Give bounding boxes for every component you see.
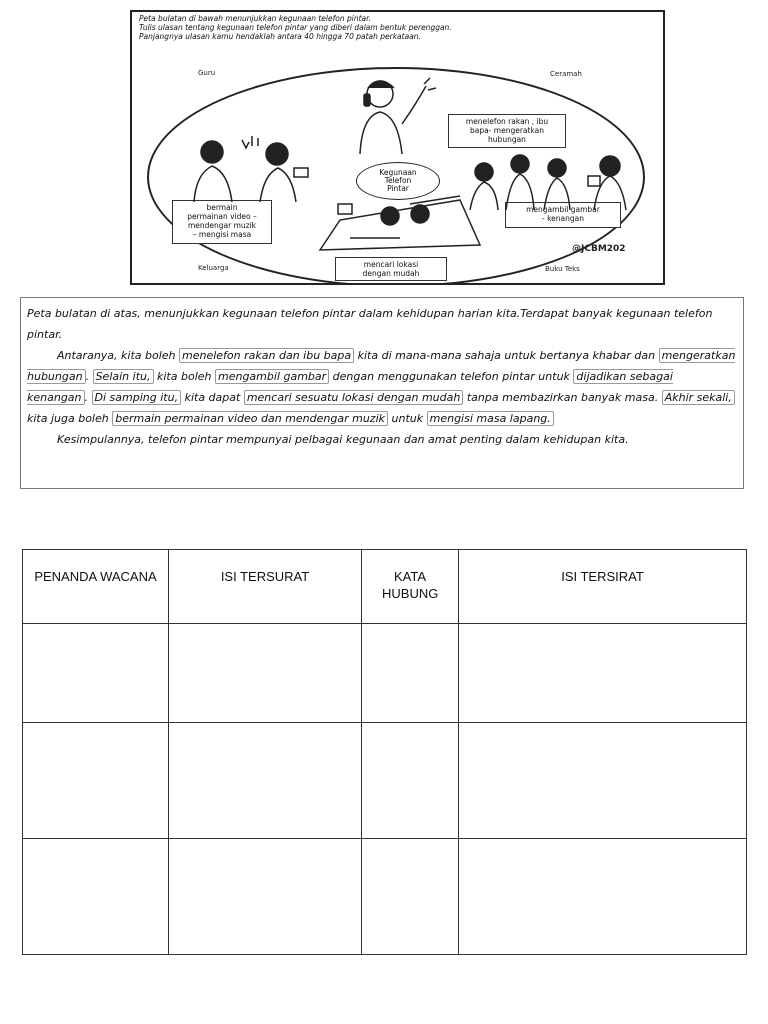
- highlight-box: Selain itu,: [93, 369, 154, 384]
- bubble-text: mencari lokasi: [363, 260, 419, 269]
- corner-label-guru: Guru: [198, 69, 216, 77]
- highlight-box: dijadikan sebagai kenangan: [27, 370, 673, 404]
- table-cell[interactable]: [362, 624, 459, 723]
- bubble-text: dengan mudah: [362, 269, 420, 278]
- highlight-box: mengambil gambar: [215, 369, 329, 384]
- bubble-text: – mengisi masa: [192, 230, 252, 239]
- highlight-box: mengeratkan hubungan: [27, 349, 736, 383]
- highlight-box: bermain permainan video dan mendengar muzik: [112, 411, 388, 426]
- table-cell[interactable]: [23, 839, 169, 955]
- bubble-game: [172, 200, 272, 244]
- passage-text: dengan menggunakan telefon pintar untuk: [332, 370, 570, 383]
- passage-text: .: [84, 391, 89, 404]
- bubble-text: mengambil gambar: [526, 205, 600, 214]
- center-text: Telefon: [384, 176, 412, 185]
- table-cell[interactable]: [459, 723, 747, 839]
- passage-conclusion: [27, 429, 737, 450]
- header-penanda-wacana: PENANDA WACANA: [23, 550, 169, 624]
- passage-text: .: [85, 370, 90, 383]
- corner-label-keluarga: Keluarga: [198, 264, 229, 272]
- man-on-phone-illustration: [342, 72, 452, 157]
- passage-intro: Peta bulatan di atas, menunjukkan kegunaan telefon pintar dalam kehidupan harian kita.Terdapat banyak kegunaan telefon pintar.: [27, 307, 713, 341]
- header-isi-tersurat: ISI TERSURAT: [169, 550, 362, 624]
- bubble-text: bermain: [206, 203, 238, 212]
- bubble-text: mendengar muzik: [187, 221, 257, 230]
- bubble-text: menelefon rakan , ibu: [465, 117, 549, 126]
- passage-box: [20, 297, 744, 489]
- bubble-text: bapa- mengeratkan: [469, 126, 545, 135]
- table-row: [23, 723, 747, 839]
- table-header-row: [23, 550, 747, 624]
- passage-body: [27, 345, 737, 429]
- bubble-text: hubungan: [488, 135, 526, 144]
- passage-text: kita dapat: [184, 391, 241, 404]
- table-row: [23, 624, 747, 723]
- children-with-phones-illustration: [182, 130, 322, 205]
- table-cell[interactable]: [169, 839, 362, 955]
- instruction-line: Peta bulatan di bawah menunjukkan kegunaan telefon pintar.: [139, 14, 371, 23]
- passage-text: kita juga boleh: [27, 412, 109, 425]
- passage-text: kita di mana-mana sahaja untuk bertanya khabar dan: [357, 349, 656, 362]
- corner-label-buku-teks: Buku Teks: [545, 265, 580, 273]
- highlight-box: menelefon rakan dan ibu bapa: [179, 348, 354, 363]
- table-cell[interactable]: [459, 839, 747, 955]
- table-cell[interactable]: [169, 723, 362, 839]
- passage-text: untuk: [391, 412, 424, 425]
- table-cell[interactable]: [23, 624, 169, 723]
- table-cell[interactable]: [23, 723, 169, 839]
- instruction-line: Tulis ulasan tentang kegunaan telefon pintar yang diberi dalam bentuk perenggan.: [139, 23, 452, 32]
- bubble-text: permainan video –: [187, 212, 257, 221]
- watermark: @JCBM202: [572, 244, 626, 254]
- center-text: Pintar: [387, 184, 409, 193]
- table-cell[interactable]: [362, 723, 459, 839]
- table-row: [23, 839, 747, 955]
- couple-in-car-illustration: [310, 192, 490, 254]
- header-kata-hubung: KATA HUBUNG: [362, 550, 459, 624]
- table-cell[interactable]: [169, 624, 362, 723]
- passage-text: Kesimpulannya, telefon pintar mempunyai pelbagai kegunaan dan amat penting dalam kehidupan kita.: [57, 433, 629, 446]
- corner-label-ceramah: Ceramah: [550, 70, 582, 78]
- highlight-box: mencari sesuatu lokasi dengan mudah: [244, 390, 464, 405]
- instruction-line: Panjangnya ulasan kamu hendaklah antara 40 hingga 70 patah perkataan.: [139, 32, 421, 41]
- bubble-call: [448, 114, 566, 148]
- bubble-location: [335, 257, 447, 281]
- table-cell[interactable]: [362, 839, 459, 955]
- highlight-box: Di samping itu,: [92, 390, 182, 405]
- passage-text: kita boleh: [157, 370, 212, 383]
- header-isi-tersirat: ISI TERSIRAT: [459, 550, 747, 624]
- bubble-text: - kenangan: [542, 214, 584, 223]
- passage-text: Antaranya, kita boleh: [57, 349, 176, 362]
- worksheet-image: [130, 10, 665, 285]
- highlight-box: mengisi masa lapang.: [427, 411, 554, 426]
- highlight-box: Akhir sekali,: [662, 390, 735, 405]
- center-text: Kegunaan: [379, 168, 417, 177]
- passage-text: tanpa membazirkan banyak masa.: [466, 391, 659, 404]
- table-cell[interactable]: [459, 624, 747, 723]
- analysis-table: [22, 549, 747, 955]
